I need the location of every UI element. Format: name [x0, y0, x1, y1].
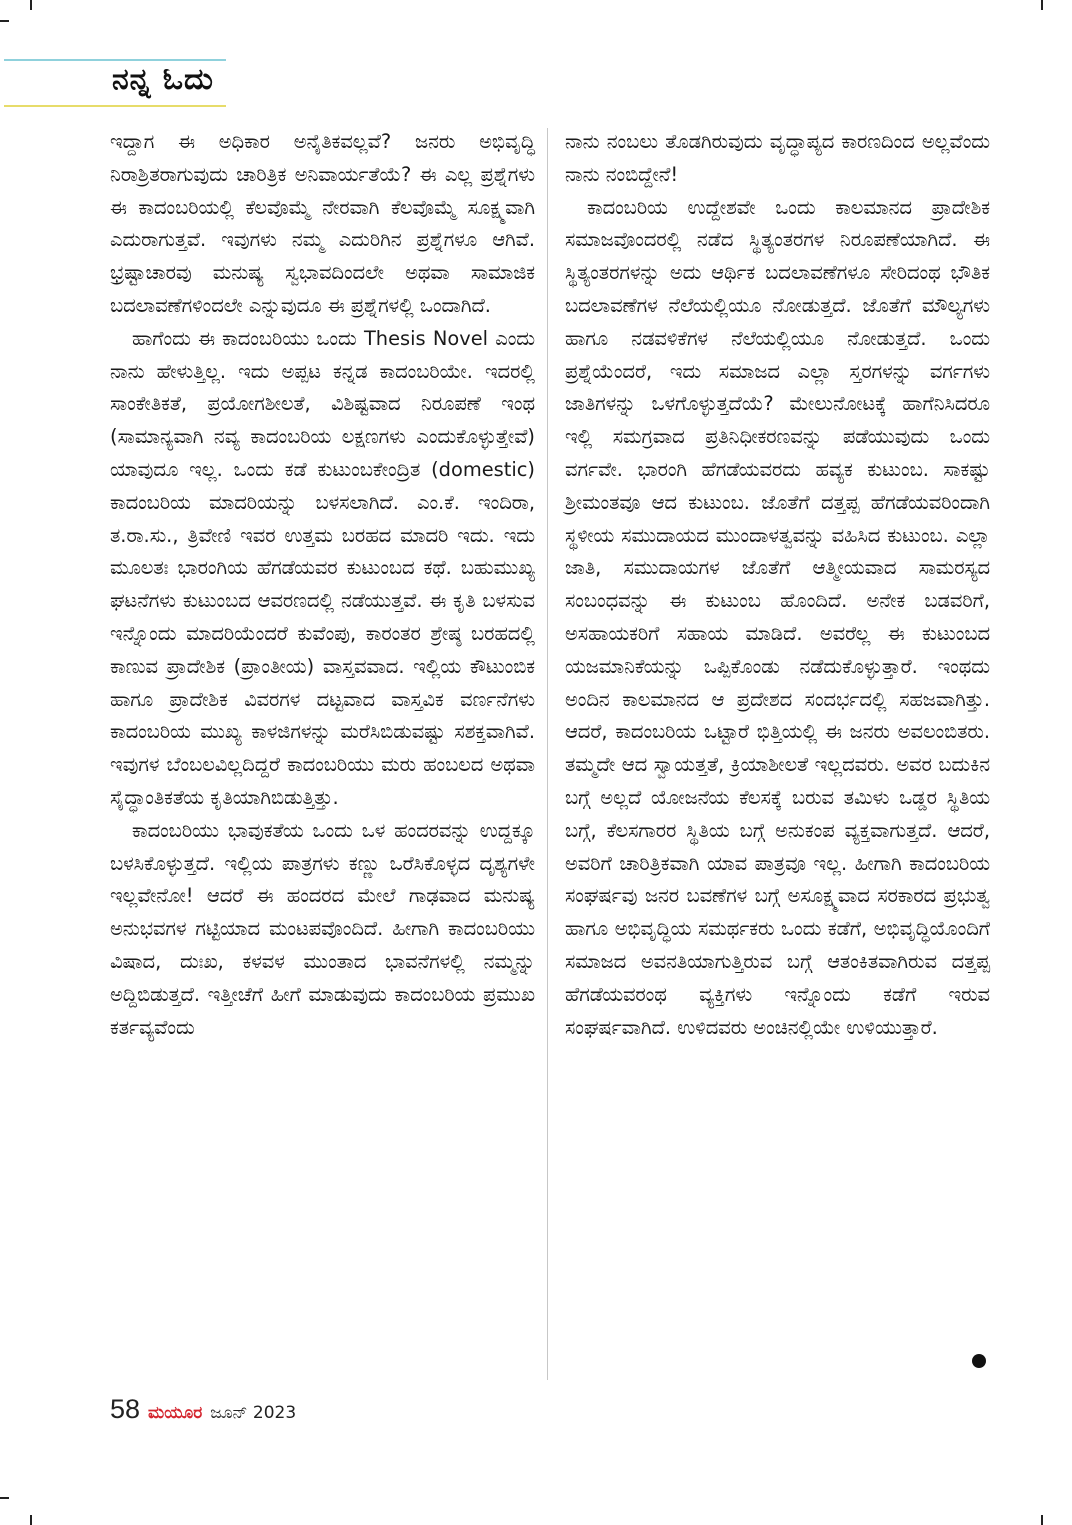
paragraph: ನಾನು ನಂಬಲು ತೊಡಗಿರುವುದು ವೃದ್ಧಾಪ್ಯದ ಕಾರಣದಿಂದ ಅಲ್ಲವೆಂದು ನಾನು ನಂಬಿದ್ದೇನೆ! [565, 130, 990, 186]
crop-mark-left-upper [0, 20, 9, 22]
section-rule-bottom [4, 105, 226, 107]
issue-date: ಜೂನ್ 2023 [210, 1403, 297, 1423]
paragraph: ಕಾದಂಬರಿಯ ಉದ್ದೇಶವೇ ಒಂದು ಕಾಲಮಾನದ ಪ್ರಾದೇಶಿಕ ಸಮಾಜವೊಂದರಲ್ಲಿ ನಡೆದ ಸ್ಥಿತ್ಯಂತರಗಳ ನಿರೂಪಣೆಯಾಗಿದೆ. ಈ ಸ್ಥಿತ್ಯಂತರಗಳನ್ನು ಅದು ಆರ್ಥಿಕ ಬದಲಾವಣೆಗಳೂ ಸೇರಿದಂಥ ಭೌತಿಕ ಬದಲಾವಣೆಗಳ ನೆಲೆಯಲ್ಲಿಯೂ ನೋಡುತ್ತದೆ. ಜೊತೆಗೆ ಮೌಲ್ಯಗಳು ಹಾಗೂ ನಡವಳಿಕೆಗಳ ನೆಲೆಯಲ್ಲಿಯೂ ನೋಡುತ್ತದೆ. ಒಂದು ಪ್ರಶ್ನೆಯೆಂದರೆ, ಇದು ಸಮಾಜದ ಎಲ್ಲಾ ಸ್ತರಗಳನ್ನು ವರ್ಗಗಳು ಜಾತಿಗಳನ್ನು ಒಳಗೊಳ್ಳುತ್ತದೆಯೆ? ಮೇಲುನೋಟಕ್ಕೆ ಹಾಗೆನಿಸಿದರೂ ಇಲ್ಲಿ ಸಮಗ್ರವಾದ ಪ್ರತಿನಿಧೀಕರಣವನ್ನು ಪಡೆಯುವುದು ಒಂದು ವರ್ಗವೇ. ಭಾರಂಗಿ ಹೆಗಡೆಯವರದು ಹವ್ಯಕ ಕುಟುಂಬ. ಸಾಕಷ್ಟು ಶ್ರೀಮಂತವೂ ಆದ ಕುಟುಂಬ. ಜೊತೆಗೆ ದತ್ತಪ್ಪ ಹೆಗಡೆಯವರಿಂದಾಗಿ ಸ್ಥಳೀಯ ಸಮುದಾಯದ ಮುಂದಾಳತ್ವವನ್ನು ವಹಿಸಿದ ಕುಟುಂಬ. ಎಲ್ಲಾ ಜಾತಿ, ಸಮುದಾಯಗಳ ಜೊತೆಗೆ ಆತ್ಮೀಯವಾದ ಸಾಮರಸ್ಯದ ಸಂಬಂಧವನ್ನು ಈ ಕುಟುಂಬ ಹೊಂದಿದೆ. ಅನೇಕ ಬಡವರಿಗೆ, ಅಸಹಾಯಕರಿಗೆ ಸಹಾಯ ಮಾಡಿದೆ. ಅವರೆಲ್ಲ ಈ ಕುಟುಂಬದ ಯಜಮಾನಿಕೆಯನ್ನು ಒಪ್ಪಿಕೊಂಡು ನಡೆದುಕೊಳ್ಳುತ್ತಾರೆ. ಇಂಥದು ಅಂದಿನ ಕಾಲಮಾನದ ಆ ಪ್ರದೇಶದ ಸಂದರ್ಭದಲ್ಲಿ ಸಹಜವಾಗಿತ್ತು. ಆದರೆ, ಕಾದಂಬರಿಯ ಒಟ್ಟಾರೆ ಭಿತ್ತಿಯಲ್ಲಿ ಈ ಜನರು ಅವಲಂಬಿತರು. ತಮ್ಮದೇ ಆದ ಸ್ವಾಯತ್ತತೆ, ಕ್ರಿಯಾಶೀಲತೆ ಇಲ್ಲದವರು. ಅವರ ಬದುಕಿನ ಬಗ್ಗೆ ಅಲ್ಲದೆ ಯೋಜನೆಯ ಕೆಲಸಕ್ಕೆ ಬರುವ ತಮಿಳು ಒಡ್ಡರ ಸ್ಥಿತಿಯ ಬಗ್ಗೆ, ಕೆಲಸಗಾರರ ಸ್ಥಿತಿಯ ಬಗ್ಗೆ ಅನುಕಂಪ ವ್ಯಕ್ತವಾಗುತ್ತದೆ. ಆದರೆ, ಅವರಿಗೆ ಚಾರಿತ್ರಿಕವಾಗಿ ಯಾವ ಪಾತ್ರವೂ ಇಲ್ಲ. ಹೀಗಾಗಿ ಕಾದಂಬರಿಯ ಸಂಘರ್ಷವು ಜನರ ಬವಣೆಗಳ ಬಗ್ಗೆ ಅಸೂಕ್ಷ್ಮವಾದ ಸರಕಾರದ ಪ್ರಭುತ್ವ ಹಾಗೂ ಅಭಿವೃದ್ಧಿಯ ಸಮರ್ಥಕರು ಒಂದು ಕಡೆಗೆ, ಅಭಿವೃದ್ಧಿಯೊಂದಿಗೆ ಸಮಾಜದ ಅವನತಿಯಾಗುತ್ತಿರುವ ಬಗ್ಗೆ ಆತಂಕಿತವಾಗಿರುವ ದತ್ತಪ್ಪ ಹೆಗಡೆಯವರಂಥ ವ್ಯಕ್ತಿಗಳು ಇನ್ನೊಂದು ಕಡೆಗೆ ಇರುವ ಸಂಘರ್ಷವಾಗಿದೆ. ಉಳಿದವರು ಅಂಚಿನಲ್ಲಿಯೇ ಉಳಿಯುತ್ತಾರೆ. [565, 195, 990, 1039]
magazine-logo: ಮಯೂರ [148, 1403, 203, 1423]
left-column [110, 126, 535, 1044]
column-divider [547, 128, 548, 1380]
section-rule-top [4, 59, 226, 61]
paragraph: ಇದ್ದಾಗ ಈ ಅಧಿಕಾರ ಅನೈತಿಕವಲ್ಲವೆ? ಜನರು ಅಭಿವೃದ್ಧಿ ನಿರಾಶ್ರಿತರಾಗುವುದು ಚಾರಿತ್ರಿಕ ಅನಿವಾರ್ಯತೆಯೆ? ಈ ಎಲ್ಲ ಪ್ರಶ್ನೆಗಳು ಈ ಕಾದಂಬರಿಯಲ್ಲಿ ಕೆಲವೊಮ್ಮೆ ನೇರವಾಗಿ ಕೆಲವೊಮ್ಮೆ ಸೂಕ್ಷ್ಮವಾಗಿ ಎದುರಾಗುತ್ತವೆ. ಇವುಗಳು ನಮ್ಮ ಎದುರಿಗಿನ ಪ್ರಶ್ನೆಗಳೂ ಆಗಿವೆ. ಭ್ರಷ್ಟಾಚಾರವು ಮನುಷ್ಯ ಸ್ವಭಾವದಿಂದಲೇ ಅಥವಾ ಸಾಮಾಜಿಕ ಬದಲಾವಣೆಗಳಿಂದಲೇ ಎನ್ನುವುದೂ ಈ ಪ್ರಶ್ನೆಗಳಲ್ಲಿ ಒಂದಾಗಿದೆ. [110, 130, 535, 317]
crop-mark-top-left [30, 0, 32, 10]
crop-mark-top-right [1041, 0, 1043, 10]
crop-mark-bottom-left [30, 1515, 32, 1525]
paragraph: ಹಾಗೆಂದು ಈ ಕಾದಂಬರಿಯು ಒಂದು Thesis Novel ಎಂದು ನಾನು ಹೇಳುತ್ತಿಲ್ಲ. ಇದು ಅಪ್ಪಟ ಕನ್ನಡ ಕಾದಂಬರಿಯೇ. ಇದರಲ್ಲಿ ಸಾಂಕೇತಿಕತೆ, ಪ್ರಯೋಗಶೀಲತೆ, ವಿಶಿಷ್ಟವಾದ ನಿರೂಪಣೆ ಇಂಥ (ಸಾಮಾನ್ಯವಾಗಿ ನವ್ಯ ಕಾದಂಬರಿಯ ಲಕ್ಷಣಗಳು ಎಂದುಕೊಳ್ಳುತ್ತೇವೆ) ಯಾವುದೂ ಇಲ್ಲ. ಒಂದು ಕಡೆ ಕುಟುಂಬಕೇಂದ್ರಿತ (domestic) ಕಾದಂಬರಿಯ ಮಾದರಿಯನ್ನು ಬಳಸಲಾಗಿದೆ. ಎಂ.ಕೆ. ಇಂದಿರಾ, ತ.ರಾ.ಸು., ತ್ರಿವೇಣಿ ಇವರ ಉತ್ತಮ ಬರಹದ ಮಾದರಿ ಇದು. ಇದು ಮೂಲತಃ ಭಾರಂಗಿಯ ಹೆಗಡೆಯವರ ಕುಟುಂಬದ ಕಥೆ. ಬಹುಮುಖ್ಯ ಘಟನೆಗಳು ಕುಟುಂಬದ ಆವರಣದಲ್ಲಿ ನಡೆಯುತ್ತವೆ. ಈ ಕೃತಿ ಬಳಸುವ ಇನ್ನೊಂದು ಮಾದರಿಯೆಂದರೆ ಕುವೆಂಪು, ಕಾರಂತರ ಶ್ರೇಷ್ಠ ಬರಹದಲ್ಲಿ ಕಾಣುವ ಪ್ರಾದೇಶಿಕ (ಪ್ರಾಂತೀಯ) ವಾಸ್ತವವಾದ. ಇಲ್ಲಿಯ ಕೌಟುಂಬಿಕ ಹಾಗೂ ಪ್ರಾದೇಶಿಕ ವಿವರಗಳ ದಟ್ಟವಾದ ವಾಸ್ತವಿಕ ವರ್ಣನೆಗಳು ಕಾದಂಬರಿಯ ಮುಖ್ಯ ಕಾಳಜಿಗಳನ್ನು ಮರೆಸಿಬಿಡುವಷ್ಟು ಸಶಕ್ತವಾಗಿವೆ. ಇವುಗಳ ಬೆಂಬಲವಿಲ್ಲದಿದ್ದರೆ ಕಾದಂಬರಿಯು ಮರು ಹಂಬಲದ ಅಥವಾ ಸೈದ್ಧಾಂತಿಕತೆಯ ಕೃತಿಯಾಗಿಬಿಡುತ್ತಿತ್ತು. [110, 326, 535, 809]
section-title: ನನ್ನ ಓದು [112, 62, 214, 97]
crop-mark-bottom-right [1041, 1515, 1043, 1525]
paragraph: ಕಾದಂಬರಿಯು ಭಾವುಕತೆಯ ಒಂದು ಒಳ ಹಂದರವನ್ನು ಉದ್ದಕ್ಕೂ ಬಳಸಿಕೊಳ್ಳುತ್ತದೆ. ಇಲ್ಲಿಯ ಪಾತ್ರಗಳು ಕಣ್ಣು ಒರೆಸಿಕೊಳ್ಳದ ದೃಶ್ಯಗಳೇ ಇಲ್ಲವೇನೋ! ಆದರೆ ಈ ಹಂದರದ ಮೇಲೆ ಗಾಢವಾದ ಮನುಷ್ಯ ಅನುಭವಗಳ ಗಟ್ಟಿಯಾದ ಮಂಟಪವೊಂದಿದೆ. ಹೀಗಾಗಿ ಕಾದಂಬರಿಯು ವಿಷಾದ, ದುಃಖ, ಕಳವಳ ಮುಂತಾದ ಭಾವನೆಗಳಲ್ಲಿ ನಮ್ಮನ್ನು ಅದ್ದಿಬಿಡುತ್ತದೆ. ಇತ್ತೀಚೆಗೆ ಹೀಗೆ ಮಾಡುವುದು ಕಾದಂಬರಿಯ ಪ್ರಮುಖ ಕರ್ತವ್ಯವೆಂದು [110, 818, 535, 1039]
page-footer [110, 1394, 296, 1428]
page-number: 58 [110, 1394, 141, 1424]
right-column [565, 126, 990, 1044]
end-of-article-bullet-icon [972, 1354, 986, 1368]
crop-mark-left-lower [0, 1497, 9, 1499]
